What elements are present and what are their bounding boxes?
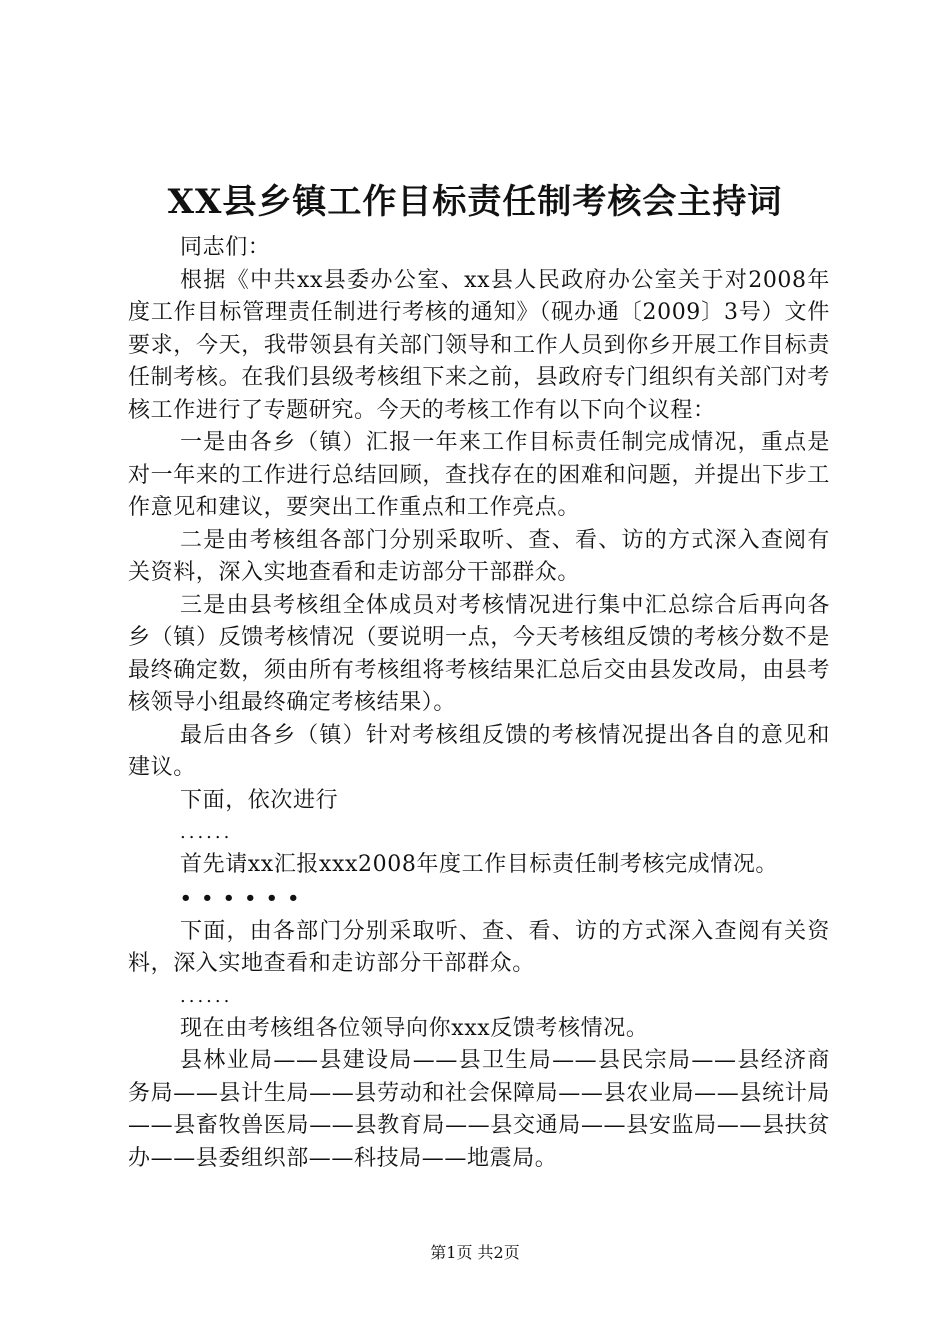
paragraph-feedback: 现在由考核组各位领导向你xxx反馈考核情况。 [180, 1015, 649, 1041]
ellipsis-2: ...... [180, 985, 233, 1007]
salutation: 同志们： [180, 235, 271, 260]
bullet-dots: •••••• [180, 887, 310, 909]
paragraph-agenda-2: 二是由考核组各部门分别采取听、查、看、访的方式深入查阅有关资料，深入实地查看和走访部分干部群众。 [128, 527, 830, 585]
ellipsis-1: ...... [180, 822, 233, 843]
paragraph-inspection: 下面，由各部门分别采取听、查、看、访的方式深入查阅有关资料，深入实地查看和走访部分干部群众。 [128, 918, 830, 976]
paragraph-agenda-1: 一是由各乡（镇）汇报一年来工作目标责任制完成情况，重点是对一年来的工作进行总结回顾，查找存在的困难和问题，并提出下步工作意见和建议，要突出工作重点和工作亮点。 [128, 430, 830, 520]
paragraph-proceed: 下面，依次进行 [180, 787, 339, 813]
paragraph-agenda-4: 最后由各乡（镇）针对考核组反馈的考核情况提出各自的意见和建议。 [128, 722, 830, 780]
document-body [128, 232, 830, 1175]
page-footer: 第1页 共2页 [430, 1243, 520, 1262]
paragraph-agenda-3: 三是由县考核组全体成员对考核情况进行集中汇总综合后再向各乡（镇）反馈考核情况（要说明一点，今天考核组反馈的考核分数不是最终确定数，须由所有考核组将考核结果汇总后交由县发改局，由县考核领导小组最终确定考核结果）。 [128, 592, 830, 715]
document-title: XX县乡镇工作目标责任制考核会主持词 [167, 182, 783, 222]
paragraph-intro: 根据《中共xx县委办公室、xx县人民政府办公室关于对2008年度工作目标管理责任制进行考核的通知》（砚办通〔2009〕3号）文件要求，今天，我带领县有关部门领导和工作人员到你乡开展工作目标责任制考核。在我们县级考核组下来之前，县政府专门组织有关部门对考核工作进行了专题研究。今天的考核工作有以下向个议程： [128, 267, 830, 423]
paragraph-departments: 县林业局——县建设局——县卫生局——县民宗局——县经济商务局——县计生局——县劳动和社会保障局——县农业局——县统计局——县畜牧兽医局——县教育局——县交通局——县安监局——县扶贫办——县委组织部——科技局——地震局。 [128, 1048, 830, 1171]
paragraph-report-request: 首先请xx汇报xxx2008年度工作目标责任制考核完成情况。 [180, 852, 779, 877]
